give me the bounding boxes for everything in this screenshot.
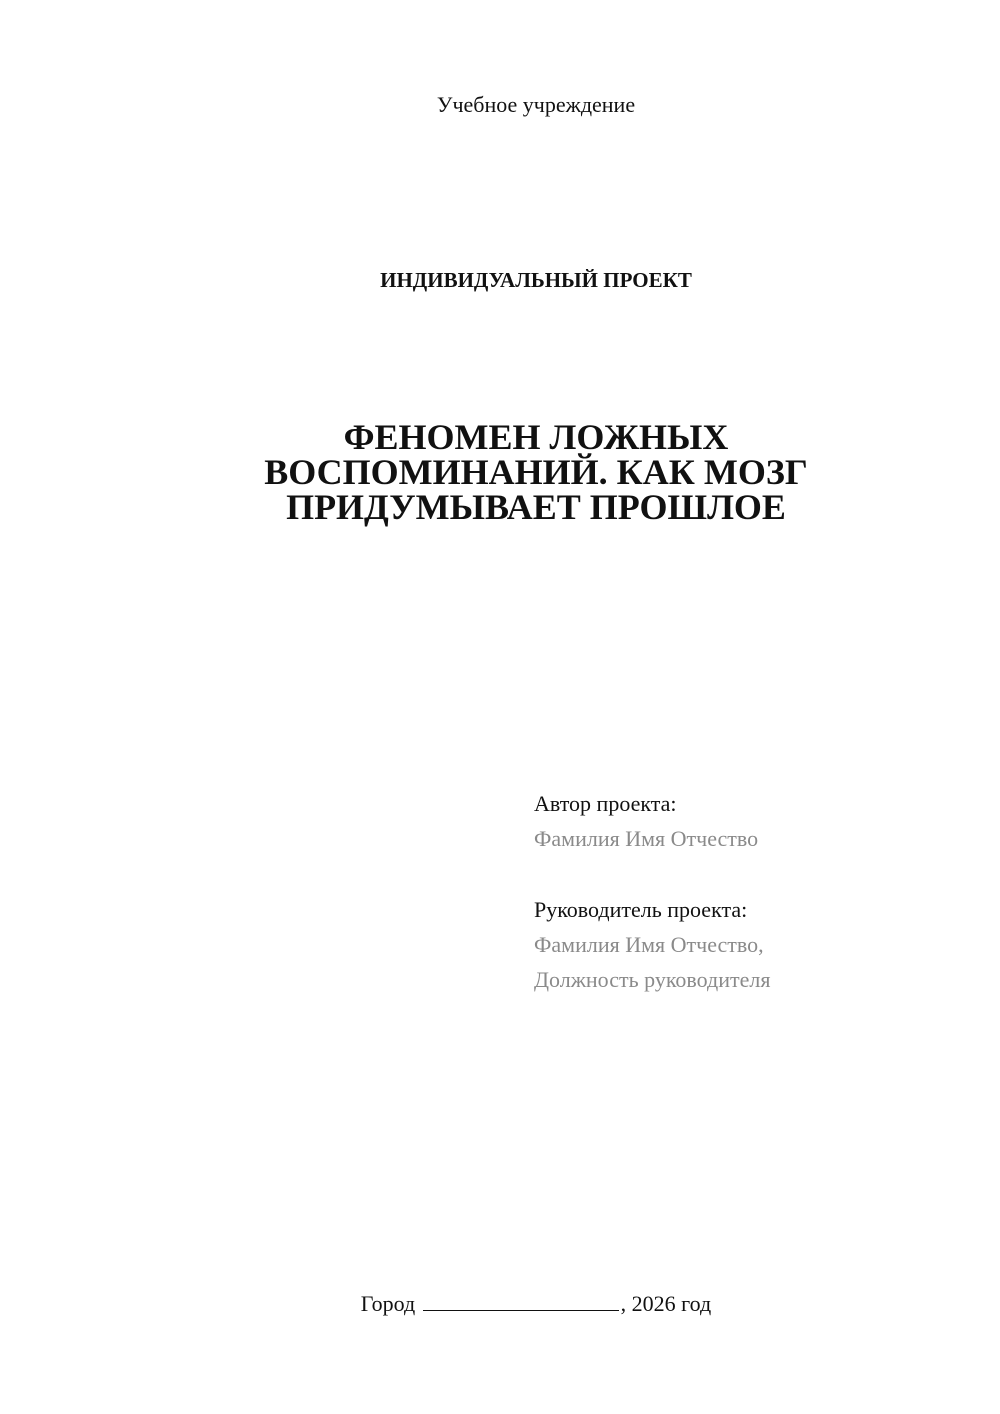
project-title-line: ВОСПОМИНАНИЙ. КАК МОЗГ xyxy=(264,452,808,492)
project-title-line: ПРИДУМЫВАЕТ ПРОШЛОЕ xyxy=(286,487,786,527)
project-type-heading: ИНДИВИДУАЛЬНЫЙ ПРОЕКТ xyxy=(380,268,692,292)
author-name: Фамилия Имя Отчество xyxy=(534,826,759,851)
author-label: Автор проекта: xyxy=(534,791,677,816)
institution-name: Учебное учреждение xyxy=(436,92,636,117)
city-label: Город xyxy=(360,1291,416,1316)
city-blank-line xyxy=(423,1290,619,1311)
project-title xyxy=(186,417,886,527)
supervisor-block xyxy=(534,892,954,997)
supervisor-name: Фамилия Имя Отчество, xyxy=(534,932,764,957)
supervisor-label: Руководитель проекта: xyxy=(534,897,748,922)
footer-city-year xyxy=(0,1290,1000,1317)
year-text: , 2026 год xyxy=(620,1291,712,1316)
author-block xyxy=(534,786,954,856)
supervisor-position: Должность руководителя xyxy=(534,967,771,992)
project-title-line: ФЕНОМЕН ЛОЖНЫХ xyxy=(343,417,729,457)
